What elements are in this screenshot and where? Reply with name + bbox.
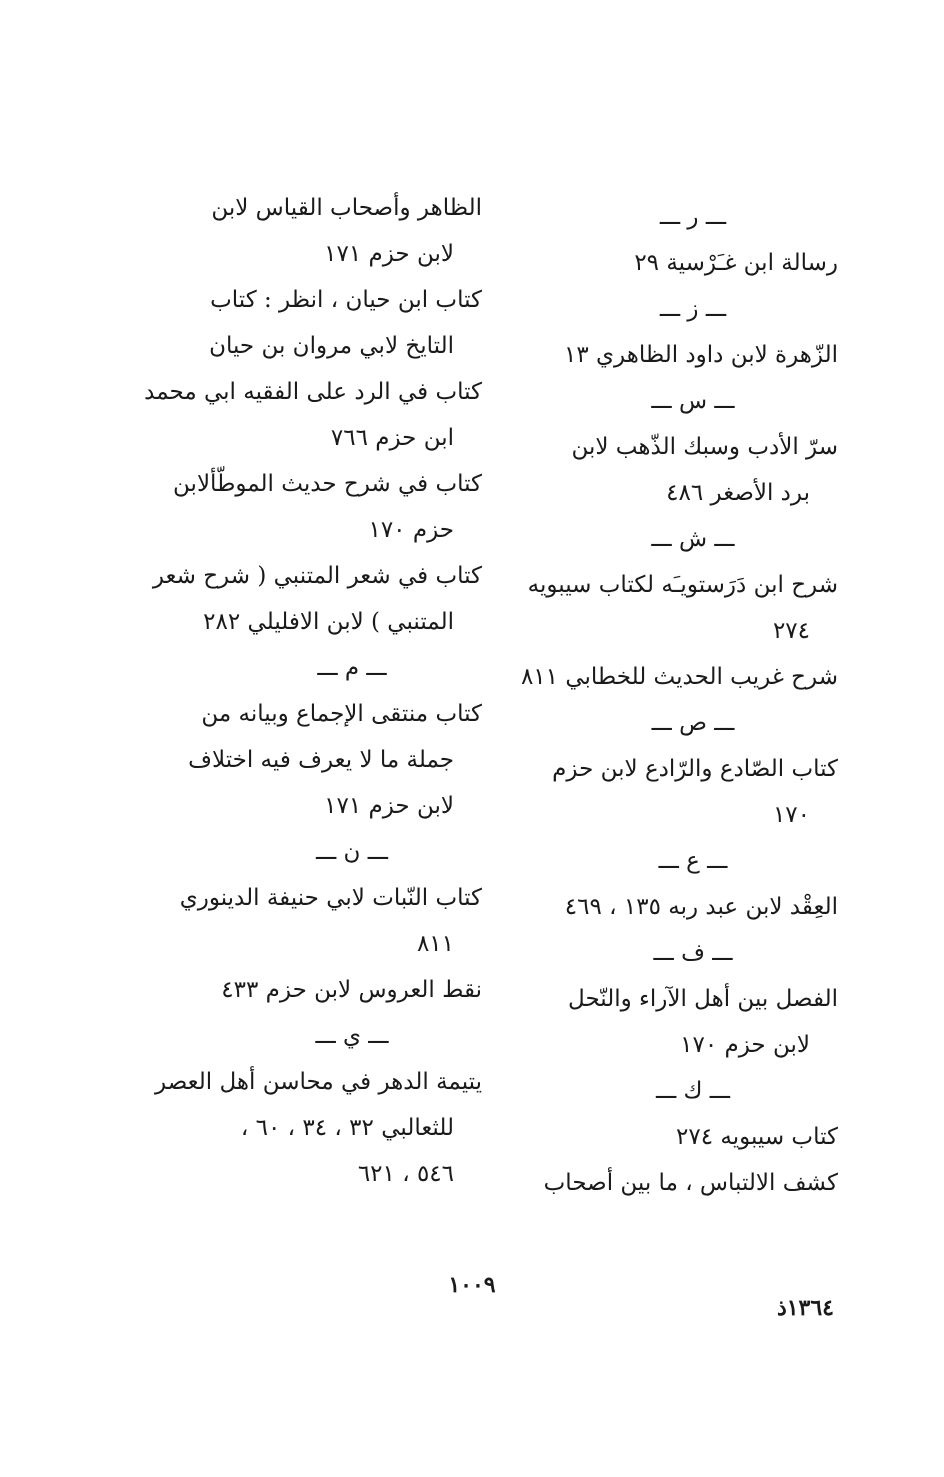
section-letter-heading: ـــ ر ـــ — [659, 204, 727, 230]
index-entry: الظاهر وأصحاب القياس لابن — [211, 195, 482, 221]
index-column-left — [144, 185, 482, 1197]
index-entry: سرّ الأدب وسبك الذّهب لابن — [571, 434, 838, 460]
index-entry-continuation: للثعالبي ٣٢ ، ٣٤ ، ٦٠ ، — [240, 1115, 454, 1141]
section-letter-heading: ـــ ص ـــ — [651, 710, 735, 736]
index-entry: كتاب ابن حيان ، انظر : كتاب — [210, 287, 482, 313]
index-column-right — [508, 194, 838, 1206]
index-entry: كتاب في شعر المتنبي ( شرح شعر — [152, 563, 482, 589]
index-entry-continuation: ٢٧٤ — [772, 618, 810, 644]
index-entry-continuation: لابن حزم ١٧١ — [324, 241, 454, 267]
section-letter-heading: ـــ س ـــ — [651, 388, 735, 414]
section-letter-heading: ـــ م ـــ — [317, 655, 387, 681]
section-letter-heading: ـــ ك ـــ — [655, 1078, 730, 1104]
index-entry-continuation: ١٧٠ — [772, 802, 810, 828]
section-letter-heading: ـــ ن ـــ — [316, 839, 388, 865]
index-entry-continuation: ٨١١ — [416, 931, 454, 957]
index-entry: شرح غريب الحديث للخطابي ٨١١ — [520, 664, 838, 690]
section-letter-heading: ـــ ي ـــ — [315, 1023, 389, 1049]
index-entry-continuation: برد الأصغر ٤٨٦ — [666, 480, 810, 506]
signature-mark: ١٣٦٤ذ — [776, 1295, 834, 1321]
index-entry: الفصل بين أهل الآراء والنّحل — [568, 986, 838, 1012]
index-entry: الزّهرة لابن داود الظاهري ١٣ — [563, 342, 838, 368]
index-entry-continuation: لابن حزم ١٧٠ — [680, 1032, 810, 1058]
index-entry-continuation: ٥٤٦ ، ٦٢١ — [357, 1161, 454, 1187]
index-entry-continuation: التايخ لابي مروان بن حيان — [209, 333, 454, 359]
index-entry-continuation: ابن حزم ٧٦٦ — [330, 425, 454, 451]
index-entry: كتاب الصّادع والرّادع لابن حزم — [552, 756, 838, 782]
index-entry-continuation: لابن حزم ١٧١ — [324, 793, 454, 819]
index-entry-continuation: جملة ما لا يعرف فيه اختلاف — [188, 747, 454, 773]
index-entry: شرح ابن دَرَستويـَه لكتاب سيبويه — [527, 572, 838, 598]
index-entry-continuation: حزم ١٧٠ — [368, 517, 454, 543]
index-entry-continuation: المتنبي ) لابن الافليلي ٢٨٢ — [203, 609, 454, 635]
index-entry: نقط العروس لابن حزم ٤٣٣ — [221, 977, 482, 1003]
index-entry: كتاب منتقى الإجماع وبيانه من — [201, 701, 482, 727]
index-entry: كتاب في شرح حديث الموطّألابن — [173, 471, 482, 497]
index-entry: كتاب النّبات لابي حنيفة الدينوري — [179, 885, 482, 911]
index-entry: كشف الالتباس ، ما بين أصحاب — [543, 1170, 838, 1196]
section-letter-heading: ـــ ش ـــ — [651, 526, 735, 552]
section-letter-heading: ـــ ز ـــ — [659, 296, 727, 322]
index-entry: كتاب سيبويه ٢٧٤ — [675, 1124, 838, 1150]
page-number: ١٠٠٩ — [448, 1272, 496, 1298]
section-letter-heading: ـــ ع ـــ — [658, 848, 728, 874]
index-entry: العِقْد لابن عبد ربه ١٣٥ ، ٤٦٩ — [564, 894, 838, 920]
index-entry: يتيمة الدهر في محاسن أهل العصر — [155, 1069, 482, 1095]
index-entry: رسالة ابن غـَرْسية ٢٩ — [634, 250, 838, 276]
section-letter-heading: ـــ ف ـــ — [653, 940, 733, 966]
index-entry: كتاب في الرد على الفقيه ابي محمد — [144, 379, 482, 405]
